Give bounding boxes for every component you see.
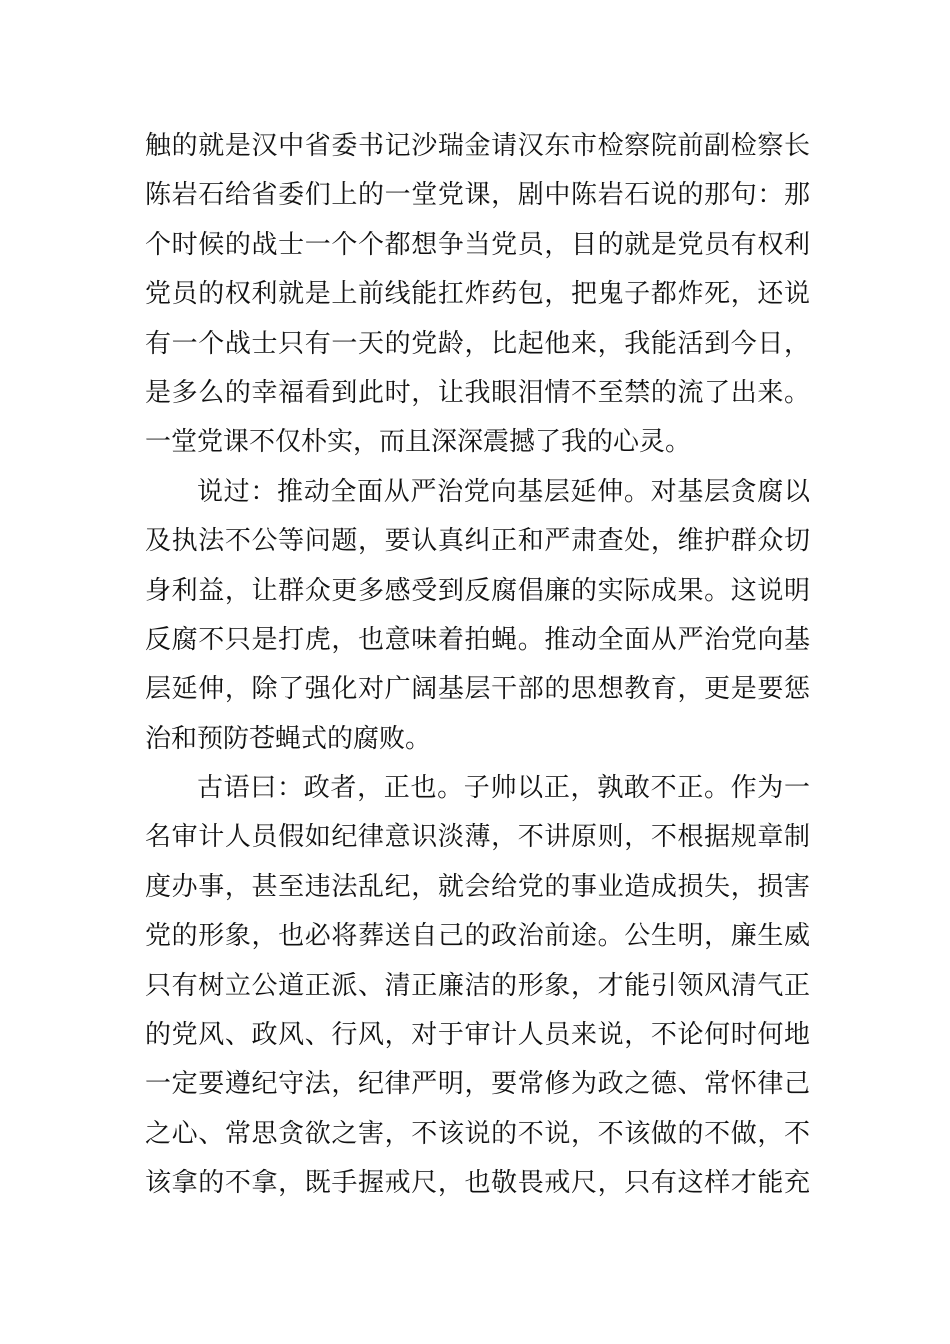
text-line: 是多么的幸福看到此时，让我眼泪情不至禁的流了出来。 bbox=[145, 377, 810, 408]
text-line: 治和预防苍蝇式的腐败。 bbox=[145, 723, 432, 754]
text-line: 层延伸，除了强化对广阔基层干部的思想教育，更是要惩 bbox=[145, 674, 810, 705]
text-line: 一定要遵纪守法，纪律严明，要常修为政之德、常怀律己 bbox=[145, 1069, 810, 1100]
text-line: 党员的权利就是上前线能扛炸药包，把鬼子都炸死，还说 bbox=[145, 279, 810, 310]
text-line: 陈岩石给省委们上的一堂党课，剧中陈岩石说的那句：那 bbox=[145, 180, 810, 211]
text-line: 反腐不只是打虎，也意味着拍蝇。推动全面从严治党向基 bbox=[145, 624, 810, 655]
text-line: 触的就是汉中省委书记沙瑞金请汉东市检察院前副检察长 bbox=[145, 131, 810, 161]
text-line: 一堂党课不仅朴实，而且深深震撼了我的心灵。 bbox=[145, 427, 692, 458]
text-line: 的党风、政风、行风，对于审计人员来说，不论何时何地 bbox=[145, 1020, 810, 1051]
text-line: 个时候的战士一个个都想争当党员，目的就是党员有权利 bbox=[145, 229, 810, 260]
text-line: 该拿的不拿，既手握戒尺，也敬畏戒尺，只有这样才能充 bbox=[145, 1168, 810, 1199]
text-line: 度办事，甚至违法乱纪，就会给党的事业造成损失，损害 bbox=[145, 871, 810, 902]
text-line: 只有树立公道正派、清正廉洁的形象，才能引领风清气正 bbox=[145, 970, 810, 1001]
text-line: 党的形象，也必将葬送自己的政治前途。公生明，廉生威 bbox=[145, 921, 810, 952]
text-line: 有一个战士只有一天的党龄，比起他来，我能活到今日， bbox=[145, 328, 810, 359]
text-line: 名审计人员假如纪律意识淡薄，不讲原则，不根据规章制 bbox=[145, 822, 810, 853]
document-body bbox=[145, 122, 810, 1209]
text-line: 及执法不公等问题，要认真纠正和严肃查处，维护群众切 bbox=[145, 526, 810, 557]
text-line: 说过：推动全面从严治党向基层延伸。对基层贪腐以 bbox=[197, 476, 810, 507]
text-line: 身利益，让群众更多感受到反腐倡廉的实际成果。这说明 bbox=[145, 575, 810, 606]
text-line: 古语曰：政者，正也。子帅以正，孰敢不正。作为一 bbox=[197, 773, 810, 804]
text-line: 之心、常思贪欲之害，不该说的不说，不该做的不做，不 bbox=[145, 1118, 810, 1149]
